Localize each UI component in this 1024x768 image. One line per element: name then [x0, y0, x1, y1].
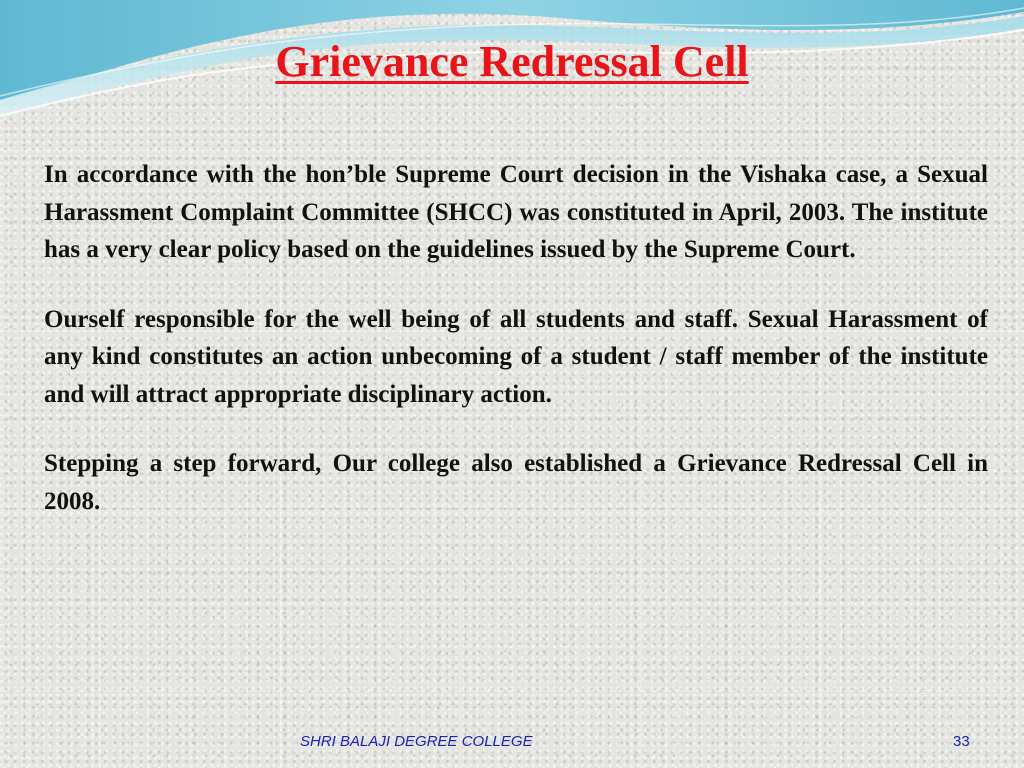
paragraph-grievance-cell: Stepping a step forward, Our college also established a Grievance Redressal Cell in 2008. — [44, 450, 988, 515]
background-grid-line — [0, 150, 1024, 151]
footer-college-name: SHRI BALAJI DEGREE COLLEGE — [300, 733, 533, 750]
slide-title-text: Grievance Redressal Cell — [275, 37, 749, 86]
slide-title — [0, 38, 1024, 86]
footer-page-number: 33 — [953, 733, 970, 750]
paragraph-responsibility: Ourself responsible for the well being of all students and staff. Sexual Harassment of any kind constitutes an action unbecoming of a student / staff member of the institute and will attract appropriate disciplinary action. — [44, 305, 988, 408]
slide-body — [44, 156, 988, 552]
background-grid-line — [0, 690, 1024, 691]
paragraph-vishaka-case: In accordance with the hon’ble Supreme Court decision in the Vishaka case, a Sexual Harassment Complaint Committee (SHCC) was constituted in April, 2003. The institute has a very clear policy based on the guidelines issued by the Supreme Court. — [44, 161, 988, 263]
